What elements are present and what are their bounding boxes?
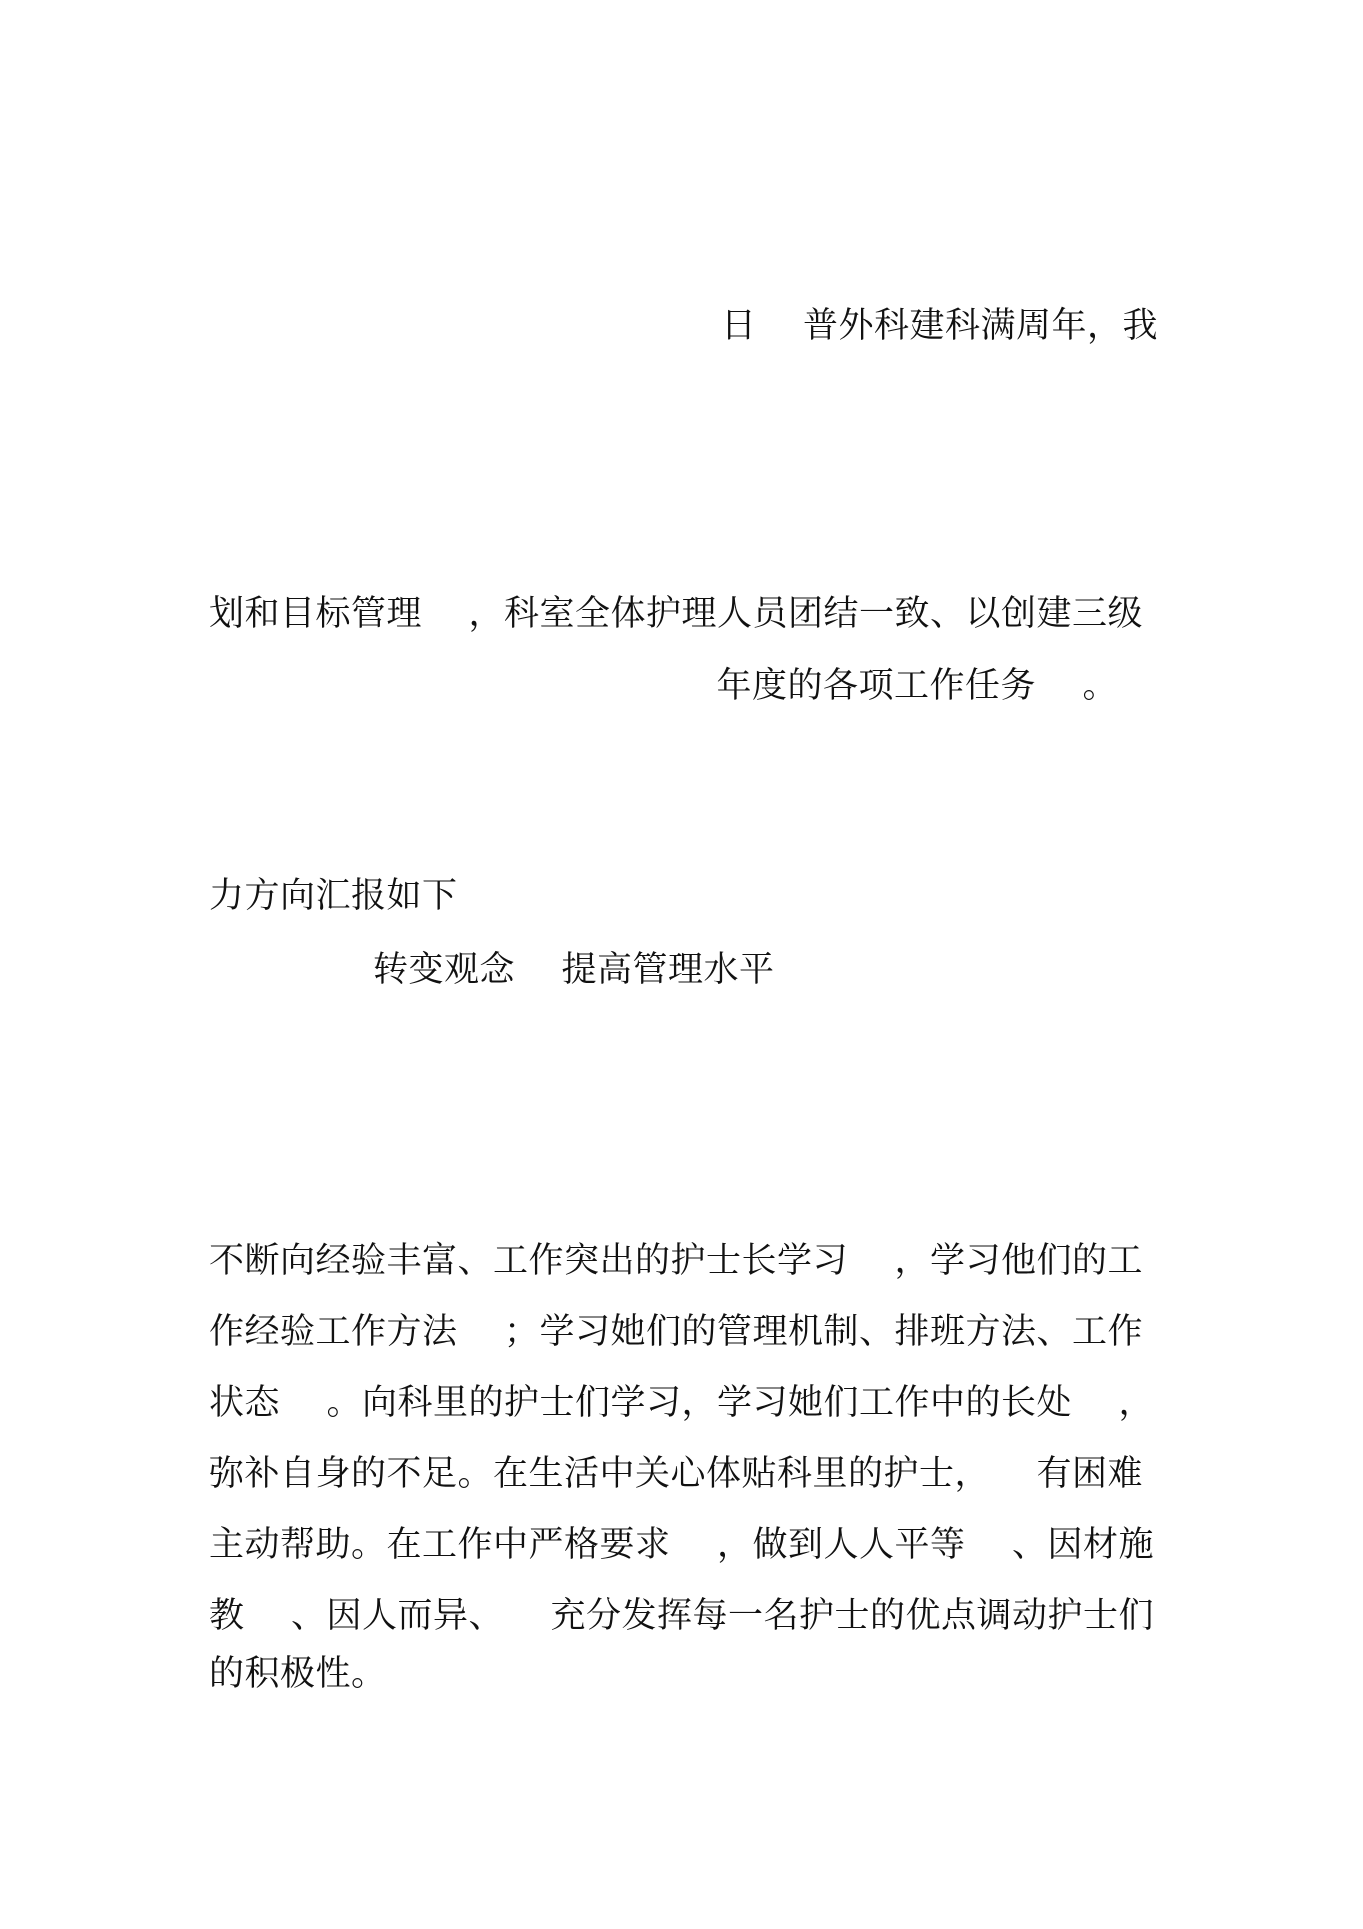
section-heading: 转变观念 提高管理水平	[373, 950, 775, 990]
paragraph-line-6: 教 、因人而异、 充分发挥每一名护士的优点调动护士们	[209, 1596, 1155, 1636]
paragraph-line-7: 的积极性。	[209, 1654, 387, 1694]
paragraph-line-1: 不断向经验丰富、工作突出的护士长学习 ，学习他们的工	[209, 1241, 1144, 1281]
text-line-annual-tasks: 年度的各项工作任务 。	[716, 666, 1118, 706]
paragraph-line-4: 弥补自身的不足。在生活中关心体贴科里的护士， 有困难	[209, 1454, 1144, 1494]
paragraph-line-3: 状态 。向科里的护士们学习，学习她们工作中的长处 ，	[209, 1383, 1155, 1423]
text-line-target-management: 划和目标管理 ，科室全体护理人员团结一致、以创建三级	[209, 594, 1144, 634]
text-line-date-anniversary: 日 普外科建科满周年，我	[720, 306, 1158, 346]
text-line-report-intro: 力方向汇报如下	[209, 876, 458, 916]
paragraph-line-5: 主动帮助。在工作中严格要求 ，做到人人平等 、因材施	[209, 1525, 1155, 1565]
paragraph-line-2: 作经验工作方法 ；学习她们的管理机制、排班方法、工作	[209, 1312, 1144, 1352]
